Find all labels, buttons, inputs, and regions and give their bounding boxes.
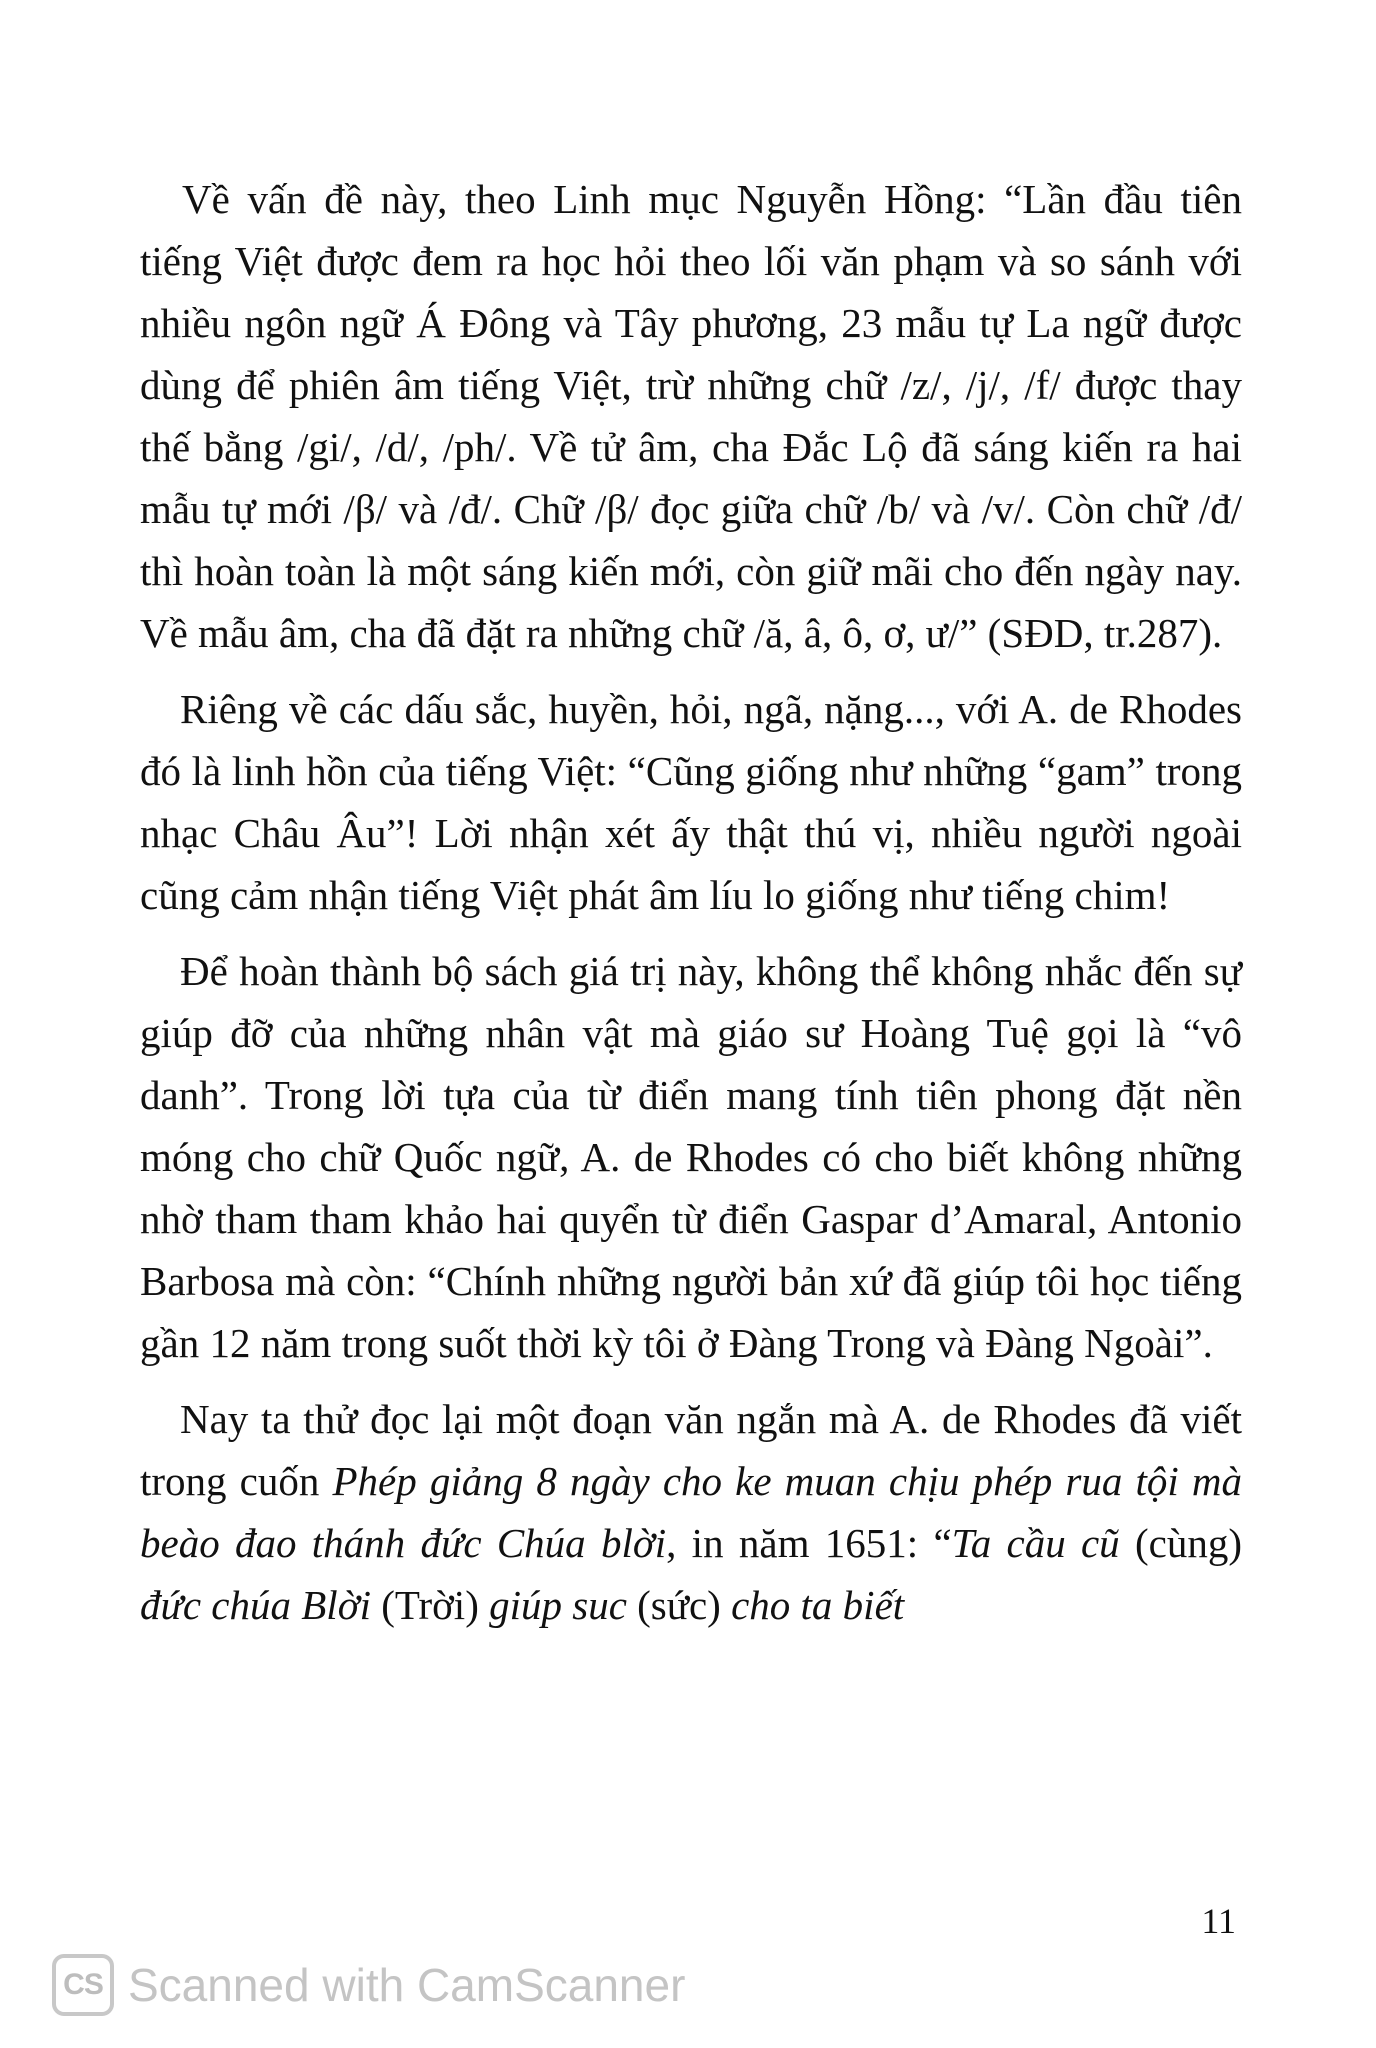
paragraph-2: Riêng về các dấu sắc, huyền, hỏi, ngã, nặng..., với A. de Rhodes đó là linh hồn của tiếng Việt: “Cũng giống như những “gam” trong nhạc Châu Âu”! Lời nhận xét ấy thật thú vị, nhiều người ngoài cũng cảm nhận tiếng Việt phát âm líu lo giống như tiếng chim! (140, 686, 1242, 918)
watermark-text: Scanned with CamScanner (128, 1959, 686, 2011)
paragraph-1: Về vấn đề này, theo Linh mục Nguyễn Hồng: “Lần đầu tiên tiếng Việt được đem ra học hỏi theo lối văn phạm và so sánh với nhiều ngôn ngữ Á Đông và Tây phương, 23 mẫu tự La ngữ được dùng để phiên âm tiếng Việt, trừ những chữ /z/, /j/, /f/ được thay thế bằng /gi/, /d/, /ph/. Về tử âm, cha Đắc Lộ đã sáng kiến ra hai mẫu tự mới /β/ và /đ/. Chữ /β/ đọc giữa chữ /b/ và /v/. Còn chữ /đ/ thì hoàn toàn là một sáng kiến mới, còn giữ mãi cho đến ngày nay. Về mẫu âm, cha đã đặt ra những chữ /ă, â, ô, ơ, ư/” (SĐD, tr.287). (140, 176, 1242, 656)
paragraph-3: Để hoàn thành bộ sách giá trị này, không thể không nhắc đến sự giúp đỡ của những nhân vật mà giáo sư Hoàng Tuệ gọi là “vô danh”. Trong lời tựa của từ điển mang tính tiên phong đặt nền móng cho chữ Quốc ngữ, A. de Rhodes có cho biết không những nhờ tham tham khảo hai quyển từ điển Gaspar d’Amaral, Antonio Barbosa mà còn: “Chính những người bản xứ đã giúp tôi học tiếng gần 12 năm trong suốt thời kỳ tôi ở Đàng Trong và Đàng Ngoài”. (140, 948, 1242, 1366)
body-text (140, 168, 1242, 1650)
book-title: Phép giảng 8 ngày cho ke muan chịu phép rua tội mà beào đao thánh đức Chúa blời (140, 1458, 1243, 1566)
gloss-2: (Trời) (370, 1582, 490, 1628)
paragraph-4 (140, 1388, 1242, 1636)
gloss-1: (cùng) (1119, 1520, 1242, 1566)
quote-fragment-1: Ta cầu cũ (951, 1520, 1120, 1566)
scanner-watermark (52, 1950, 685, 2020)
gloss-3: (sức) (626, 1582, 732, 1628)
quote-fragment-2: đức chúa Blời (140, 1582, 371, 1628)
page-number: 11 (1201, 1901, 1236, 1941)
paragraph-4-text-2: , in năm 1651: “ (666, 1520, 952, 1566)
quote-fragment-4: cho ta biết (731, 1582, 905, 1628)
paragraph-4-text-1: Nay ta thử đọc lại một đoạn văn ngắn mà A. de Rhodes đã viết trong cuốn (140, 1396, 1242, 1504)
camscanner-logo-icon: CS (52, 1954, 114, 2016)
quote-fragment-3: giúp suc (489, 1582, 627, 1628)
